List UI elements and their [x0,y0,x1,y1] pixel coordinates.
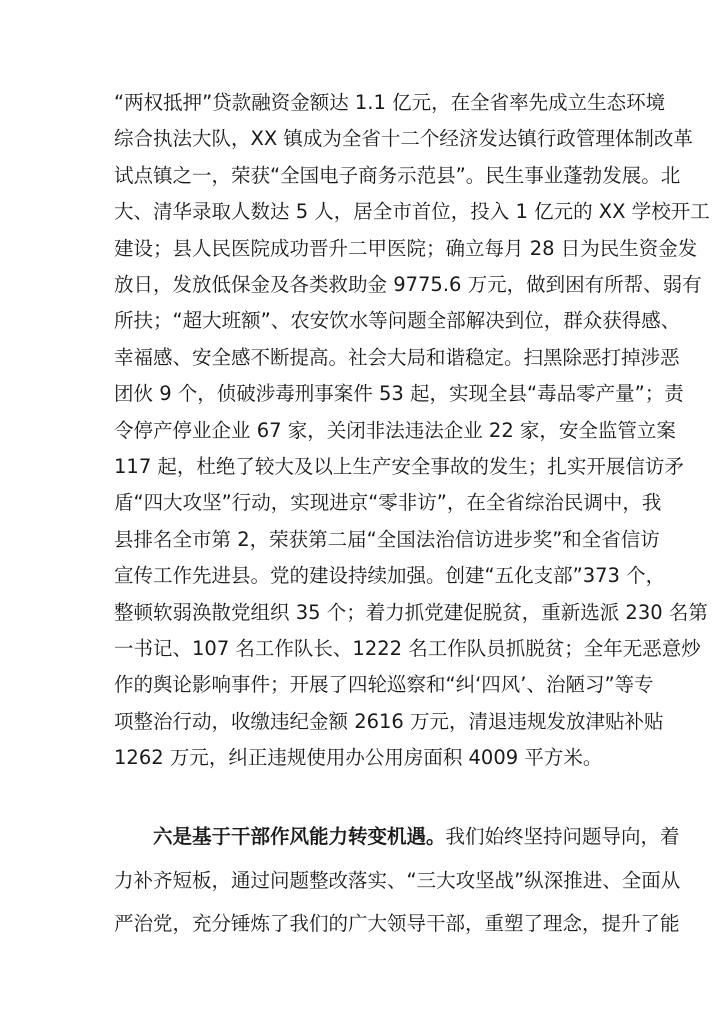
paragraph-heading: 六是基于干部作风能力转变机遇。 [153,825,446,848]
text-line: 一书记、107 名工作队长、1222 名工作队员抓脱贫；全年无恶意炒 [114,637,701,660]
text-line: 1262 万元，纠正违规使用办公用房面积 4009 平方米。 [114,746,603,770]
text-line: 所扶；“超大班额”、农安饮水等问题全部解决到位，群众获得感、 [114,309,681,333]
text-line: 综合执法大队，XX 镇成为全省十二个经济发达镇行政管理体制改革 [114,127,693,151]
text-line: 严治党，充分锤炼了我们的广大领导干部，重塑了理念，提升了能 [114,912,680,935]
paragraph-cadre-first-line [153,822,680,852]
text-line: 宣传工作先进县。党的建设持续加强。创建“五化支部”373 个， [114,564,666,588]
text-line: 建设；县人民医院成功晋升二甲医院；确立每月 28 日为民生资金发 [114,236,698,260]
text-line: 团伙 9 个，侦破涉毒刑事案件 53 起，实现全县“毒品零产量”；责 [114,382,684,406]
text-line: 力补齐短板，通过问题整改落实、“三大攻坚战”纵深推进、全面从 [114,869,681,892]
text-line: 整顿软弱涣散党组织 35 个；着力抓党建促脱贫，重新选派 230 名第 [114,600,708,624]
text-line: 试点镇之一，荣获“全国电子商务示范县”。民生事业蓬勃发展。北 [114,163,681,187]
text-line: 盾“四大攻坚”行动，实现进京“零非访”，在全省综治民调中，我 [114,491,662,515]
text-line: 117 起，杜绝了较大及以上生产安全事故的发生；扎实开展信访矛 [114,455,684,478]
text-line: 大、清华录取人数达 5 人，居全市首位，投入 1 亿元的 XX 学校开工 [114,200,710,224]
text-line: “两权抵押”贷款融资金额达 1.1 亿元，在全省率先成立生态环境 [114,91,666,114]
text-line: 县排名全市第 2，荣获第二届“全国法治信访进步奖”和全省信访 [114,527,660,551]
text-line: 幸福感、安全感不断提高。社会大局和谐稳定。扫黑除恶打掉涉恶 [114,345,680,369]
text-line: 作的舆论影响事件；开展了四轮巡察和“纠‘四风’、治陋习”等专 [114,673,654,697]
text-line: 放日，发放低保金及各类救助金 9775.6 万元，做到困有所帮、弱有 [114,273,702,296]
text-line: 令停产停业企业 67 家，关闭非法违法企业 22 家，安全监管立案 [114,418,676,442]
paragraph-text: 我们始终坚持问题导向，着 [445,825,680,848]
text-line: 项整治行动，收缴违纪金额 2616 万元，清退违规发放津贴补贴 [114,709,664,733]
